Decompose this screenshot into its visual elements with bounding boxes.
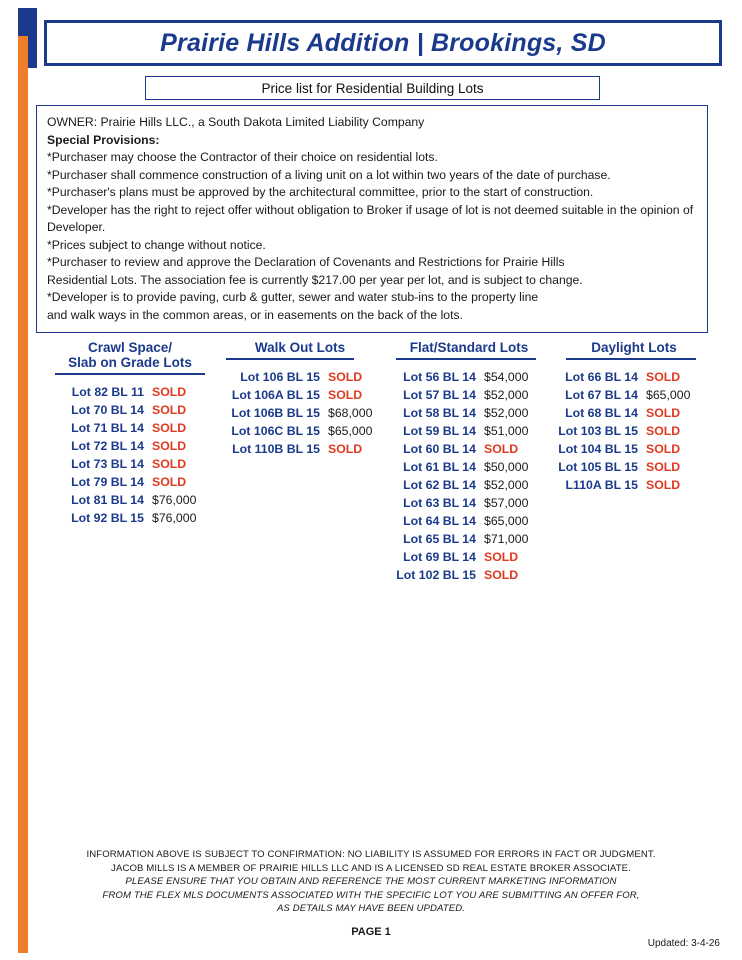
lot-label: Lot 106C BL 15 (231, 424, 320, 438)
lot-label: Lot 59 BL 14 (403, 424, 476, 438)
lot-label: Lot 104 BL 15 (558, 442, 638, 456)
status-badge: SOLD (484, 550, 519, 564)
status-badge: SOLD (484, 442, 519, 456)
lot-row (384, 476, 554, 494)
footer-notice (0, 875, 742, 916)
title-banner (44, 20, 722, 66)
lot-label: Lot 106 BL 15 (240, 370, 320, 384)
provision-line: *Purchaser shall commence construction of a living unit on a lot within two years of the date of purchase. (47, 167, 611, 182)
lot-label: Lot 110B BL 15 (232, 442, 320, 456)
status-badge: SOLD (328, 388, 363, 402)
lot-row (50, 473, 210, 491)
lot-label: Lot 64 BL 14 (403, 514, 476, 528)
footer-line: INFORMATION ABOVE IS SUBJECT TO CONFIRMATION: NO LIABILITY IS ASSUMED FOR ERRORS IN FACT OR JUDGMENT. (86, 849, 656, 860)
lot-label: Lot 69 BL 14 (403, 550, 476, 564)
provision-line: *Purchaser may choose the Contractor of their choice on residential lots. (47, 150, 438, 164)
lot-label: Lot 106A BL 15 (231, 388, 320, 402)
subtitle-banner (145, 76, 600, 100)
lot-row (554, 458, 714, 476)
special-provisions-panel (36, 105, 708, 333)
lot-row (50, 491, 210, 509)
lot-label: Lot 103 BL 15 (558, 424, 638, 438)
lot-row (384, 386, 554, 404)
lot-label: Lot 102 BL 15 (396, 568, 476, 582)
status-badge: SOLD (152, 421, 187, 435)
column-heading (216, 340, 384, 357)
lot-row (216, 440, 384, 458)
owner-line: OWNER: Prairie Hills LLC., a South Dakota Limited Liability Company (47, 115, 425, 129)
lot-column-walkout (216, 340, 384, 458)
lot-label: Lot 60 BL 14 (403, 442, 476, 456)
lot-price: $57,000 (484, 496, 529, 510)
footer-notice-line: FROM THE FLEX MLS DOCUMENTS ASSOCIATED WITH THE SPECIFIC LOT YOU ARE SUBMITTING AN OFFER FOR, (102, 889, 640, 901)
status-badge: SOLD (328, 370, 363, 384)
blue-corner-bar (18, 8, 28, 36)
lot-column-crawl (50, 340, 210, 527)
lot-label: Lot 106B BL 15 (231, 406, 320, 420)
lot-row (50, 509, 210, 527)
lot-row (554, 386, 714, 404)
lot-label: Lot 56 BL 14 (403, 370, 476, 384)
lot-label: Lot 62 BL 14 (403, 478, 476, 492)
status-badge: SOLD (152, 403, 187, 417)
status-badge: SOLD (152, 385, 187, 399)
lot-row (384, 440, 554, 458)
footer-disclaimer (0, 848, 742, 875)
column-underline (566, 358, 696, 360)
provision-line: Developer. (47, 220, 106, 234)
status-badge: SOLD (328, 442, 363, 456)
provision-line: *Purchaser to review and approve the Declaration of Covenants and Restrictions for Prairie Hills (47, 255, 565, 269)
status-badge: SOLD (646, 442, 681, 456)
column-heading-line: Walk Out Lots (254, 340, 346, 355)
column-heading (384, 340, 554, 357)
lot-label: L110A BL 15 (565, 478, 638, 492)
lot-label: Lot 71 BL 14 (71, 421, 144, 435)
lot-label: Lot 73 BL 14 (71, 457, 144, 471)
status-badge: SOLD (646, 460, 681, 474)
lot-column-daylight (554, 340, 714, 494)
lot-price: $76,000 (152, 493, 197, 507)
lot-row (384, 512, 554, 530)
lot-label: Lot 66 BL 14 (565, 370, 638, 384)
lot-price-columns (36, 340, 712, 610)
updated-date: Updated: 3-4-26 (647, 938, 720, 949)
blue-side-bar (28, 8, 37, 68)
lot-price: $65,000 (646, 388, 691, 402)
status-badge: SOLD (152, 475, 187, 489)
lot-row (50, 437, 210, 455)
special-provisions-heading: Special Provisions: (47, 132, 160, 147)
lot-column-flat (384, 340, 554, 584)
status-badge: SOLD (152, 457, 187, 471)
column-heading-line: Flat/Standard Lots (409, 340, 529, 355)
provision-line: *Purchaser's plans must be approved by the architectural committee, prior to the start of construction. (47, 185, 594, 199)
lot-row (216, 386, 384, 404)
lot-label: Lot 81 BL 14 (71, 493, 144, 507)
lot-row (554, 368, 714, 386)
lot-label: Lot 72 BL 14 (71, 439, 144, 453)
status-badge: SOLD (646, 370, 681, 384)
lot-row (384, 404, 554, 422)
lot-label: Lot 67 BL 14 (565, 388, 638, 402)
lot-row (50, 401, 210, 419)
lot-label: Lot 70 BL 14 (71, 403, 144, 417)
lot-row (216, 404, 384, 422)
status-badge: SOLD (646, 478, 681, 492)
provision-line: *Developer has the right to reject offer without obligation to Broker if usage of lot is not deemed suitable in the opinion of (47, 202, 694, 217)
lot-row (384, 566, 554, 584)
footer-notice-line: AS DETAILS MAY HAVE BEEN UPDATED. (276, 903, 466, 914)
lot-row (384, 494, 554, 512)
status-badge: SOLD (646, 406, 681, 420)
lot-row (554, 440, 714, 458)
lot-label: Lot 79 BL 14 (71, 475, 144, 489)
status-badge: SOLD (152, 439, 187, 453)
lot-label: Lot 65 BL 14 (403, 532, 476, 546)
column-underline (55, 373, 205, 375)
lot-label: Lot 63 BL 14 (403, 496, 476, 510)
lot-row (50, 383, 210, 401)
lot-label: Lot 105 BL 15 (558, 460, 638, 474)
column-heading-line: Daylight Lots (591, 340, 677, 355)
lot-price: $68,000 (328, 406, 373, 420)
lot-price: $71,000 (484, 532, 529, 546)
lot-row (50, 419, 210, 437)
footer-notice-line: PLEASE ENSURE THAT YOU OBTAIN AND REFERENCE THE MOST CURRENT MARKETING INFORMATION (125, 876, 617, 887)
column-heading (554, 340, 714, 357)
column-heading (50, 340, 210, 372)
lot-row (384, 422, 554, 440)
lot-label: Lot 61 BL 14 (403, 460, 476, 474)
lot-price: $52,000 (484, 388, 529, 402)
lot-row (554, 422, 714, 440)
provision-line: Residential Lots. The association fee is currently $217.00 per year per lot, and is subject to change. (47, 272, 583, 287)
lot-label: Lot 68 BL 14 (565, 406, 638, 420)
footer-line: JACOB MILLS IS A MEMBER OF PRAIRIE HILLS LLC AND IS A LICENSED SD REAL ESTATE BROKER ASSOCIATE. (111, 862, 631, 874)
lot-label: Lot 57 BL 14 (403, 388, 476, 402)
orange-side-bar (18, 8, 28, 953)
column-underline (226, 358, 354, 360)
lot-price: $52,000 (484, 406, 529, 420)
lot-row (554, 404, 714, 422)
status-badge: SOLD (646, 424, 681, 438)
page-subtitle: Price list for Residential Building Lots (261, 80, 484, 96)
lot-price: $52,000 (484, 478, 529, 492)
lot-label: Lot 92 BL 15 (71, 511, 144, 525)
lot-row (216, 422, 384, 440)
lot-price: $54,000 (484, 370, 529, 384)
column-heading-line: Slab on Grade Lots (68, 355, 192, 370)
lot-price: $65,000 (328, 424, 373, 438)
lot-price: $50,000 (484, 460, 529, 474)
lot-row (384, 368, 554, 386)
lot-row (384, 530, 554, 548)
lot-row (216, 368, 384, 386)
page-title: Prairie Hills Addition | Brookings, SD (160, 28, 606, 57)
lot-label: Lot 82 BL 11 (71, 385, 144, 399)
lot-row (554, 476, 714, 494)
provisions-list (47, 149, 697, 324)
lot-price: $51,000 (484, 424, 529, 438)
column-underline (396, 358, 536, 360)
provision-line: and walk ways in the common areas, or in easements on the back of the lots. (47, 307, 463, 322)
lot-label: Lot 58 BL 14 (403, 406, 476, 420)
lot-row (384, 458, 554, 476)
lot-price: $65,000 (484, 514, 529, 528)
page-number: PAGE 1 (351, 925, 391, 938)
lot-row (384, 548, 554, 566)
status-badge: SOLD (484, 568, 519, 582)
document-footer (0, 848, 742, 938)
column-heading-line: Crawl Space/ (87, 340, 173, 355)
provision-line: *Prices subject to change without notice. (47, 237, 266, 252)
provision-line: *Developer is to provide paving, curb & gutter, sewer and water stub-ins to the property line (47, 290, 539, 304)
lot-price: $76,000 (152, 511, 197, 525)
lot-row (50, 455, 210, 473)
